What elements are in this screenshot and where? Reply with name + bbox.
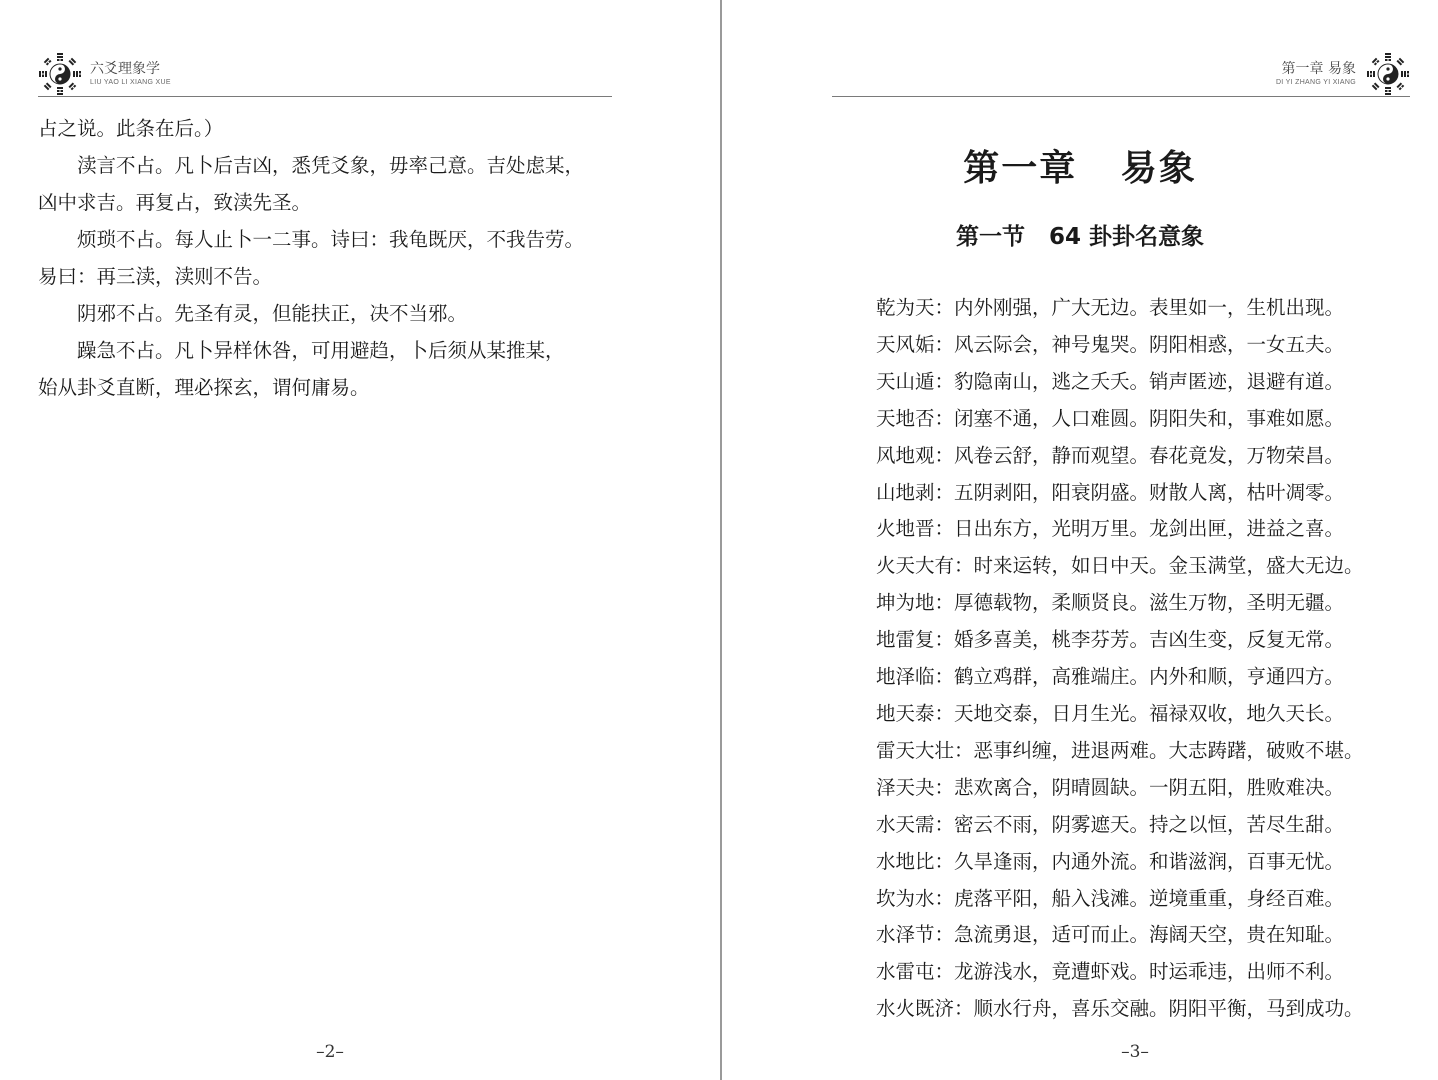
header-rule [38, 96, 612, 97]
hexagram-entry: 火天大有：时来运转，如日中天。金玉满堂，盛大无边。 [876, 554, 1364, 578]
right-header-text [1276, 60, 1356, 88]
section-title: 第一节 64 卦卦名意象 [955, 224, 1205, 250]
right-page-header [832, 50, 1410, 98]
page-number: –3– [1121, 1042, 1149, 1062]
hexagram-entry: 地雷复：婚多喜美，桃李芬芳。吉凶生变，反复无常。 [876, 628, 1345, 652]
taiji-bagua-icon [1366, 52, 1410, 96]
hexagram-entry: 泽天夬：悲欢离合，阴晴圆缺。一阴五阳，胜败难决。 [876, 775, 1345, 799]
hexagram-entry: 山地剥：五阴剥阳，阳衰阴盛。财散人离，枯叶凋零。 [876, 480, 1345, 504]
hexagram-entry: 水雷屯：龙游浅水，竟遭虾戏。时运乖违，出师不利。 [876, 960, 1345, 984]
hexagram-entry: 水地比：久旱逢雨，内通外流。和谐滋润，百事无忧。 [876, 849, 1345, 873]
body-line: 烦琐不占。每人止卜一二事。诗曰：我龟既厌，不我告劳。 [38, 228, 585, 251]
hexagram-entry: 地泽临：鹤立鸡群，高雅端庄。内外和顺，亨通四方。 [876, 665, 1345, 689]
header-rule [832, 96, 1410, 97]
body-line: 凶中求吉。再复占，致渎先圣。 [38, 191, 312, 214]
right-page [722, 0, 1438, 1080]
hexagram-entry: 天风姤：风云际会，神号鬼哭。阴阳相惑，一女五夫。 [876, 332, 1345, 356]
chapter-running-pinyin: DI YI ZHANG YI XIANG [1275, 79, 1356, 86]
chapter-title: 第一章 易象 [963, 147, 1197, 189]
hexagram-entry: 火地晋：日出东方，光明万里。龙剑出匣，进益之喜。 [876, 517, 1345, 541]
left-page-body [38, 110, 618, 406]
body-line: 躁急不占。凡卜异样休咎，可用避趋，卜后须从某推某， [38, 339, 565, 362]
page-number: –2– [316, 1042, 344, 1062]
left-header-text [90, 60, 171, 88]
taiji-bagua-icon [38, 52, 82, 96]
hexagram-entry: 坤为地：厚德载物，柔顺贤良。滋生万物，圣明无疆。 [876, 591, 1345, 615]
chapter-running-title: 第一章 易象 [1281, 61, 1356, 77]
body-line: 阴邪不占。先圣有灵，但能扶正，决不当邪。 [38, 302, 468, 325]
hexagram-entry: 水泽节：急流勇退，适可而止。海阔天空，贵在知耻。 [876, 923, 1345, 947]
hexagram-list [876, 290, 1416, 1028]
body-line: 占之说。此条在后。） [38, 117, 224, 140]
hexagram-entry: 天山遁：豹隐南山，逃之夭夭。销声匿迹，退避有道。 [876, 369, 1345, 393]
book-title-pinyin: LIU YAO LI XIANG XUE [90, 79, 171, 86]
hexagram-entry: 天地否：闭塞不通，人口难圆。阴阳失和，事难如愿。 [876, 406, 1345, 430]
hexagram-entry: 坎为水：虎落平阳，船入浅滩。逆境重重，身经百难。 [876, 886, 1345, 910]
body-line: 易曰：再三渎，渎则不告。 [38, 265, 273, 288]
hexagram-entry: 水天需：密云不雨，阴雾遮天。持之以恒，苦尽生甜。 [876, 812, 1345, 836]
hexagram-entry: 地天泰：天地交泰，日月生光。福禄双收，地久天长。 [876, 701, 1345, 725]
book-title: 六爻理象学 [90, 61, 160, 77]
hexagram-entry: 乾为天：内外刚强，广大无边。表里如一，生机出现。 [876, 296, 1345, 319]
body-line: 始从卦爻直断，理必探玄，谓何庸易。 [38, 376, 370, 399]
hexagram-entry: 雷天大壮：恶事纠缠，进退两难。大志踌躇，破败不堪。 [876, 738, 1364, 762]
hexagram-entry: 水火既济：顺水行舟，喜乐交融。阴阳平衡，马到成功。 [876, 997, 1364, 1021]
left-page-header [38, 50, 612, 98]
body-line: 渎言不占。凡卜后吉凶，悉凭爻象，毋率己意。吉处虑某， [38, 154, 585, 177]
hexagram-entry: 风地观：风卷云舒，静而观望。春花竟发，万物荣昌。 [876, 443, 1345, 467]
